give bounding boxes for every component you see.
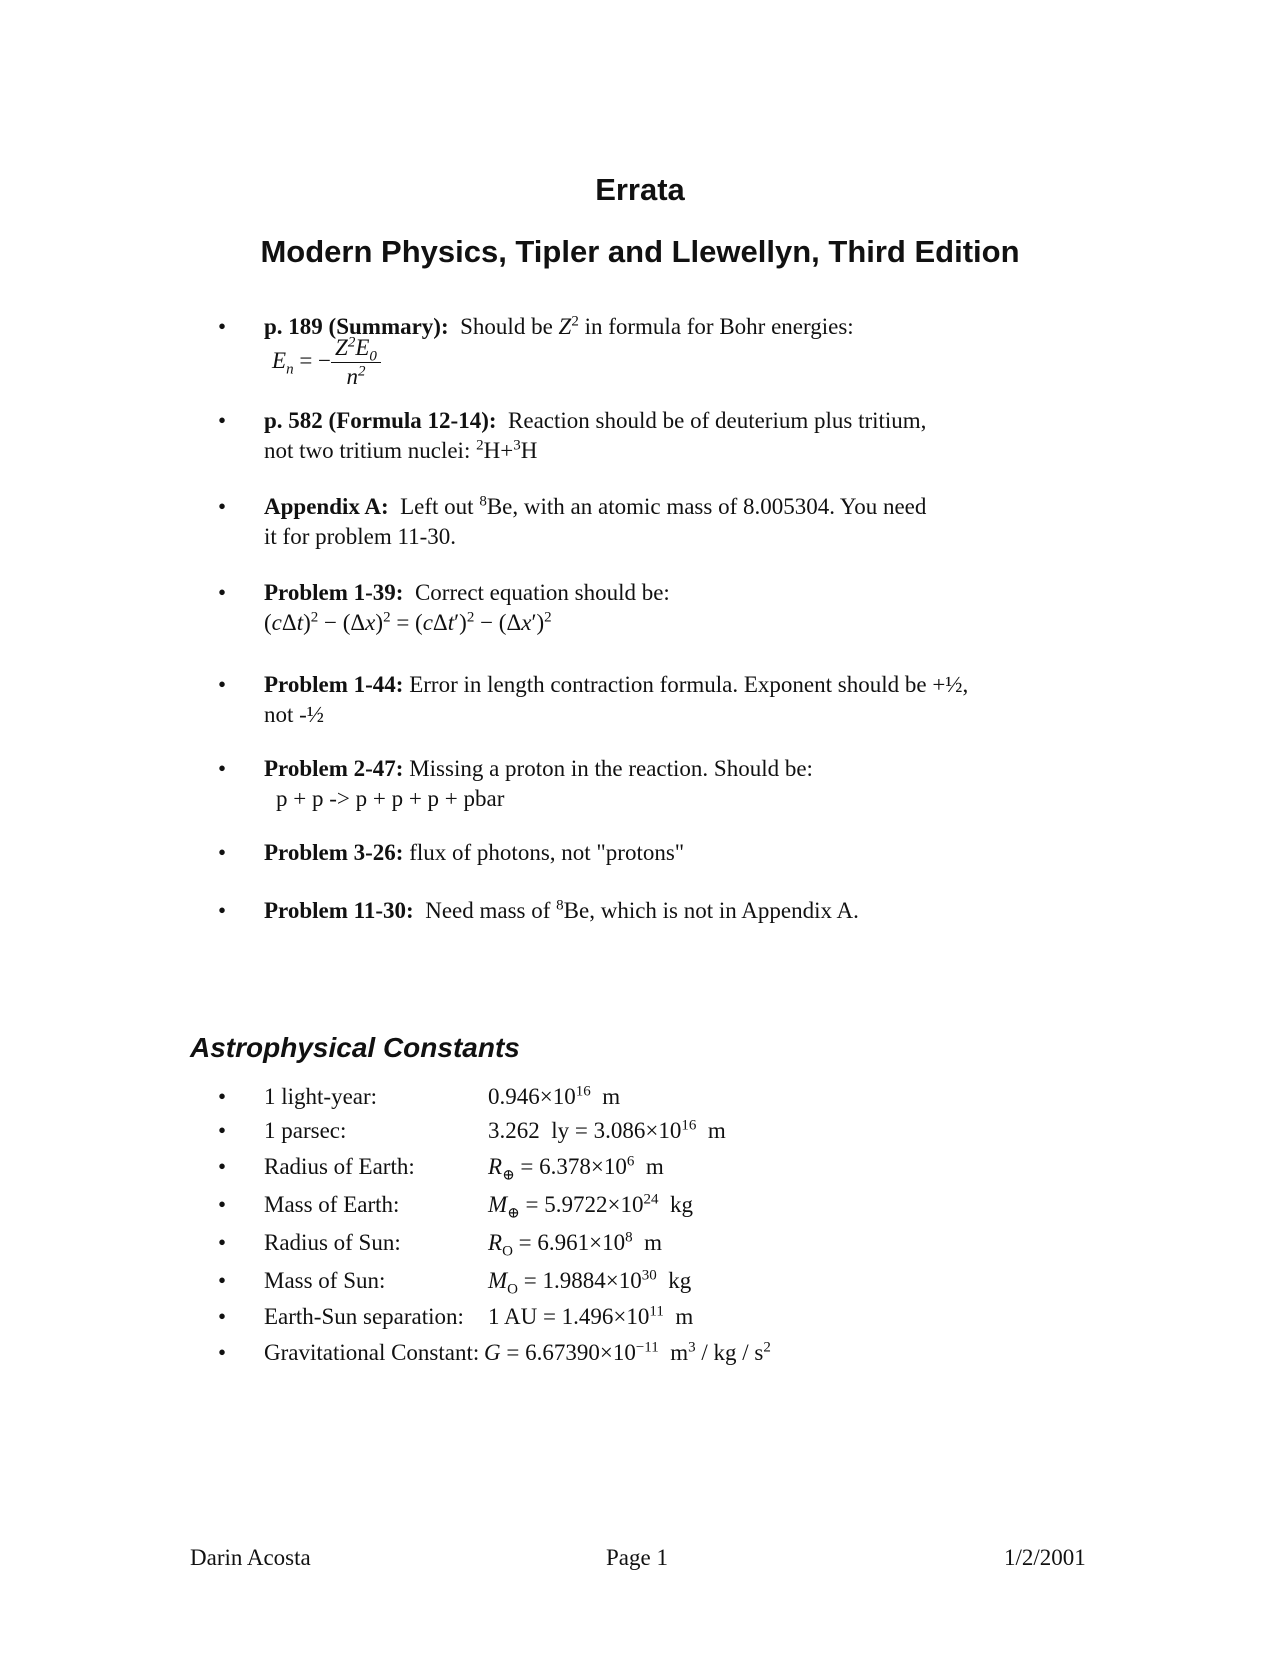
constant-value: 1 AU = $1.496\times 10^{11}$ m: [488, 1303, 694, 1329]
formula-be8: $^8$Be: [479, 493, 513, 519]
constant-value: $0.946\times 10^{16}$ m: [488, 1083, 621, 1109]
constant-value: $R_O = 6.961\times 10^8$ m: [488, 1229, 662, 1260]
formula-be8: $^8$Be: [556, 897, 590, 923]
constant-label: Gravitational Constant:: [264, 1340, 480, 1365]
bullet: •: [218, 314, 227, 339]
erratum-label: p. 582 (Formula 12-14):: [264, 408, 497, 433]
section-heading-astrophysical-constants: Astrophysical Constants: [190, 1032, 520, 1063]
constant-value: 3.262 ly = $3.086\times 10^{16}$ m: [488, 1117, 726, 1143]
constant-label: Mass of Sun:: [264, 1268, 386, 1293]
formula-reaction: $^2$H+$^3$H: [476, 437, 538, 463]
erratum-label: Problem 3-26:: [264, 840, 404, 865]
constant-value: $G = 6.67390\times 10^{-11}$ $m^3$ / kg / $s^2$: [484, 1339, 771, 1365]
constant-value: $M_O = 1.9884\times 10^{30}$ kg: [488, 1267, 692, 1298]
formula-interval: $(c\Delta t)^2 - (\Delta x)^2 = (c\Delta t')^2 - (\Delta x')^2$: [264, 609, 552, 635]
erratum-label: Appendix A:: [264, 494, 389, 519]
constant-label: Mass of Earth:: [264, 1192, 400, 1217]
constant-label: 1 parsec:: [264, 1118, 347, 1143]
constant-label: Radius of Earth:: [264, 1154, 415, 1179]
constant-value: $R_\oplus = 6.378\times 10^6$ m: [488, 1153, 664, 1184]
formula-bohr-energy: $E_n$ = − $\frac{Z^2E_0}{n^2}$: [272, 334, 381, 391]
erratum-label: Problem 11-30:: [264, 898, 414, 923]
document-title: Errata: [595, 172, 685, 207]
footer-page-number: Page 1: [606, 1545, 668, 1570]
erratum-label: Problem 1-44:: [264, 672, 404, 697]
constant-value: $M_\oplus = 5.9722\times 10^{24}$ kg: [488, 1191, 693, 1222]
formula-z2: Z: [558, 314, 572, 339]
constant-label: Radius of Sun:: [264, 1230, 401, 1255]
constant-label: Earth-Sun separation:: [264, 1304, 464, 1329]
constant-label: 1 light-year:: [264, 1084, 378, 1109]
erratum-label: Problem 2-47:: [264, 756, 404, 781]
erratum-label: p. 189 (Summary):: [264, 314, 449, 339]
erratum-label: Problem 1-39:: [264, 580, 404, 605]
footer-author: Darin Acosta: [190, 1545, 311, 1570]
footer-date: 1/2/2001: [1004, 1545, 1086, 1570]
document-subtitle: Modern Physics, Tipler and Llewellyn, Third Edition: [260, 234, 1020, 269]
